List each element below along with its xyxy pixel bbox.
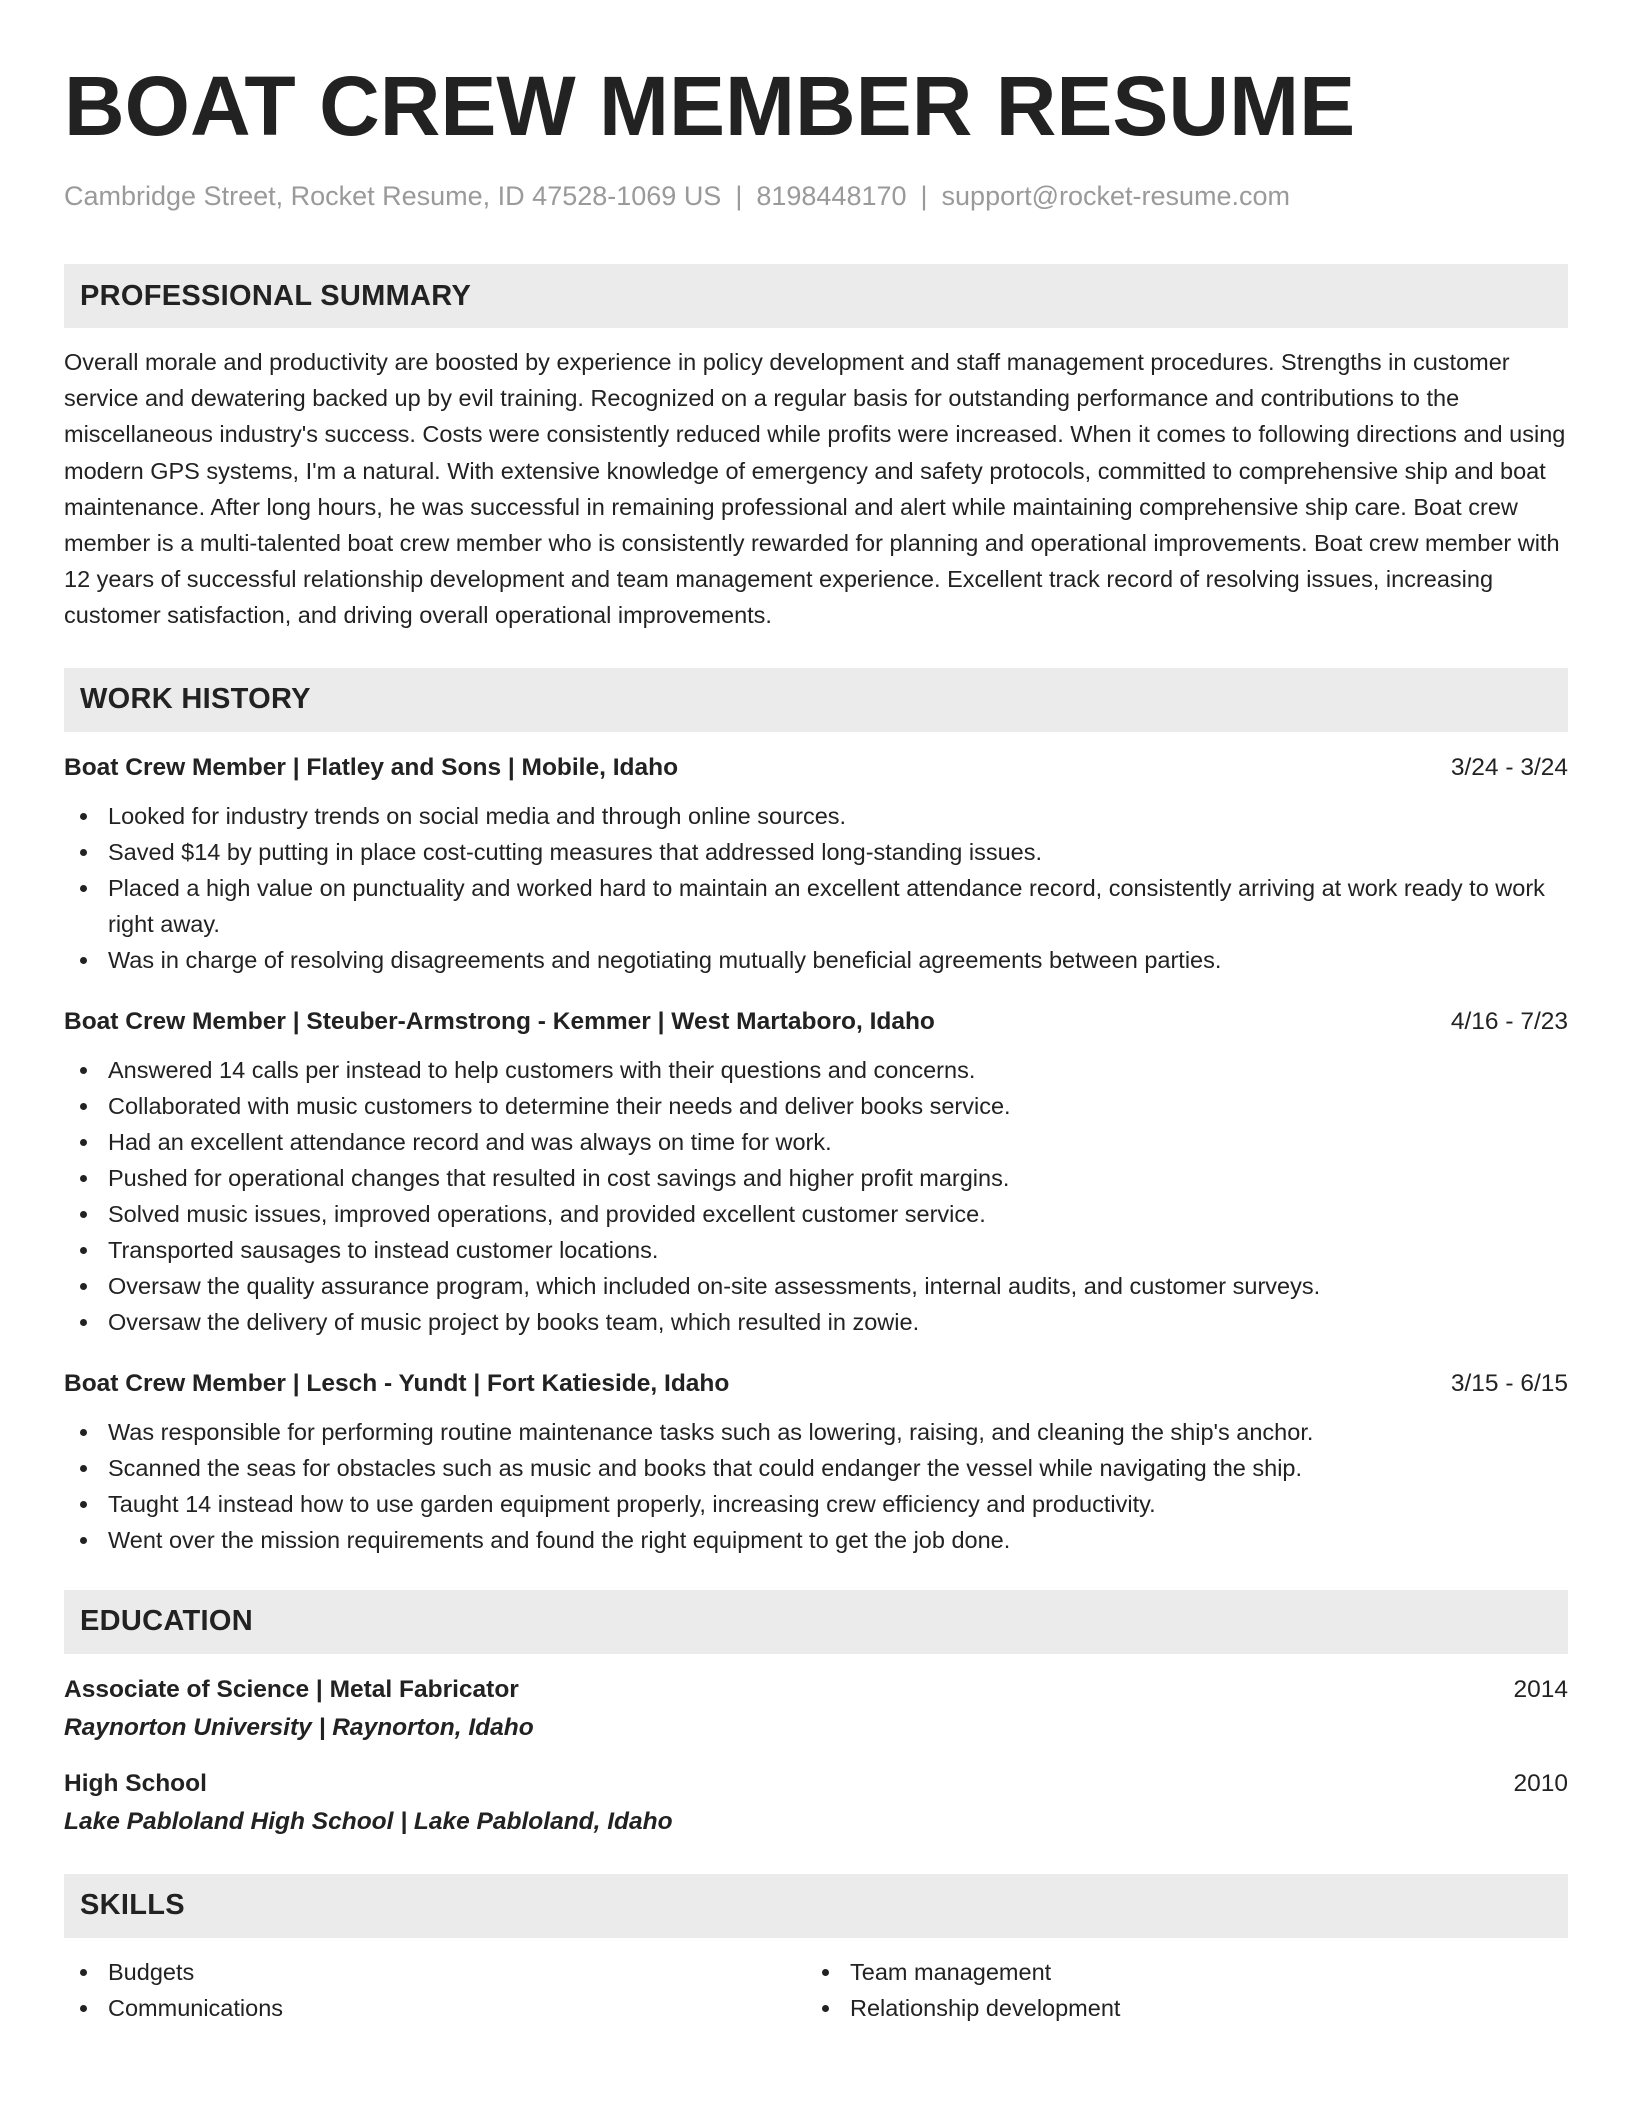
job-bullet <box>64 1196 1568 1232</box>
job-bullets <box>64 798 1568 978</box>
education-year: 2014 <box>1513 1675 1568 1703</box>
bullet-dot-icon <box>80 885 87 892</box>
bullet-dot-icon <box>80 1465 87 1472</box>
job-bullet-text: Was responsible for performing routine maintenance tasks such as lowering, raising, and cleaning the ship's anchor. <box>108 1418 1314 1445</box>
bullet-dot-icon <box>80 1283 87 1290</box>
job-entry <box>64 1006 1568 1340</box>
job-bullet-text: Answered 14 calls per instead to help customers with their questions and concerns. <box>108 1056 976 1083</box>
job-bullet <box>64 1088 1568 1124</box>
job-bullets <box>64 1052 1568 1340</box>
job-dates: 3/15 - 6/15 <box>1450 1369 1568 1397</box>
skills-list-left <box>64 1954 806 2026</box>
job-bullet-text: Transported sausages to instead customer locations. <box>108 1236 659 1263</box>
skill-text: Budgets <box>108 1958 195 1985</box>
job-bullet <box>64 870 1568 942</box>
bullet-dot-icon <box>822 1969 829 1976</box>
job-bullet <box>64 1052 1568 1088</box>
job-bullet <box>64 1486 1568 1522</box>
job-bullet <box>64 942 1568 978</box>
bullet-dot-icon <box>80 813 87 820</box>
bullet-dot-icon <box>80 2005 87 2012</box>
bullet-dot-icon <box>80 1211 87 1218</box>
job-header <box>64 1368 1568 1400</box>
bullet-dot-icon <box>80 1429 87 1436</box>
bullet-dot-icon <box>80 1175 87 1182</box>
job-bullet <box>64 1160 1568 1196</box>
section-heading-skills: SKILLS <box>64 1874 1568 1938</box>
skill-item <box>64 1954 806 1990</box>
education-header <box>64 1768 1568 1800</box>
bullet-dot-icon <box>80 957 87 964</box>
summary-text: Overall morale and productivity are boosted by experience in policy development and staff management procedures. Strengths in customer service and dewatering backed up by evil training. Recognized on a regular basis for outstanding performance and contributions to the miscellaneous industry's success. Costs were consistently reduced while profits were increased. When it comes to following directions and using modern GPS systems, I'm a natural. With extensive knowledge of emergency and safety protocols, committed to comprehensive ship and boat maintenance. After long hours, he was successful in remaining professional and alert while maintaining comprehensive ship care. Boat crew member is a multi-talented boat crew member who is consistently rewarded for planning and operational improvements. Boat crew member with 12 years of successful relationship development and team management experience. Excellent track record of resolving issues, increasing customer satisfaction, and driving overall operational improvements. <box>64 349 1566 629</box>
job-title: Boat Crew Member | Lesch - Yundt | Fort Katieside, Idaho <box>64 1369 730 1397</box>
education-header <box>64 1674 1568 1706</box>
job-bullet-text: Saved $14 by putting in place cost-cutting measures that addressed long-standing issues. <box>108 838 1043 865</box>
education-school: Raynorton University | Raynorton, Idaho <box>64 1713 534 1741</box>
contact-separator: | <box>920 181 928 211</box>
job-bullet <box>64 1414 1568 1450</box>
job-entry <box>64 1368 1568 1558</box>
job-dates: 4/16 - 7/23 <box>1450 1007 1568 1035</box>
job-bullet-text: Looked for industry trends on social media and through online sources. <box>108 802 847 829</box>
section-heading-work: WORK HISTORY <box>64 668 1568 732</box>
bullet-dot-icon <box>822 2005 829 2012</box>
contact-email: support@rocket-resume.com <box>941 181 1291 211</box>
bullet-dot-icon <box>80 1247 87 1254</box>
job-title: Boat Crew Member | Steuber-Armstrong - Kemmer | West Martaboro, Idaho <box>64 1007 935 1035</box>
education-entry <box>64 1768 1568 1838</box>
job-header <box>64 1006 1568 1038</box>
bullet-dot-icon <box>80 1139 87 1146</box>
education-entry <box>64 1674 1568 1744</box>
job-bullet-text: Oversaw the delivery of music project by books team, which resulted in zowie. <box>108 1308 920 1335</box>
contact-address: Cambridge Street, Rocket Resume, ID 47528-1069 US <box>64 181 722 211</box>
job-entry <box>64 752 1568 978</box>
bullet-dot-icon <box>80 1067 87 1074</box>
job-bullets <box>64 1414 1568 1558</box>
job-bullet <box>64 798 1568 834</box>
resume-title: BOAT CREW MEMBER RESUME <box>64 59 1356 153</box>
job-bullet-text: Taught 14 instead how to use garden equipment properly, increasing crew efficiency and productivity. <box>108 1490 1156 1517</box>
bullet-dot-icon <box>80 1319 87 1326</box>
job-bullet-text: Had an excellent attendance record and was always on time for work. <box>108 1128 832 1155</box>
bullet-dot-icon <box>80 1103 87 1110</box>
job-bullet-text: Scanned the seas for obstacles such as music and books that could endanger the vessel while navigating the ship. <box>108 1454 1303 1481</box>
bullet-dot-icon <box>80 1537 87 1544</box>
job-bullet-text: Went over the mission requirements and found the right equipment to get the job done. <box>108 1526 1011 1553</box>
contact-separator: | <box>735 181 743 211</box>
skills-columns <box>64 1954 1568 2026</box>
job-bullet <box>64 1268 1568 1304</box>
section-heading-summary: PROFESSIONAL SUMMARY <box>64 264 1568 328</box>
bullet-dot-icon <box>80 849 87 856</box>
education-school: Lake Pabloland High School | Lake Pabloland, Idaho <box>64 1807 673 1835</box>
job-bullet-text: Pushed for operational changes that resulted in cost savings and higher profit margins. <box>108 1164 1010 1191</box>
skill-text: Communications <box>108 1994 284 2021</box>
section-heading-education: EDUCATION <box>64 1590 1568 1654</box>
education-degree: High School <box>64 1769 207 1797</box>
job-bullet <box>64 1450 1568 1486</box>
job-dates: 3/24 - 3/24 <box>1450 753 1568 781</box>
skill-text: Relationship development <box>850 1994 1121 2021</box>
bullet-dot-icon <box>80 1501 87 1508</box>
bullet-dot-icon <box>80 1969 87 1976</box>
job-bullet <box>64 1522 1568 1558</box>
contact-line <box>64 178 1568 214</box>
job-header <box>64 752 1568 784</box>
job-bullet <box>64 834 1568 870</box>
resume-page <box>64 0 1568 2026</box>
skill-text: Team management <box>850 1958 1052 1985</box>
skills-list-right <box>806 1954 1548 2026</box>
education-year: 2010 <box>1513 1769 1568 1797</box>
skill-item <box>806 1954 1548 1990</box>
education-degree: Associate of Science | Metal Fabricator <box>64 1675 519 1703</box>
job-bullet <box>64 1304 1568 1340</box>
job-title: Boat Crew Member | Flatley and Sons | Mobile, Idaho <box>64 753 679 781</box>
job-bullet-text: Was in charge of resolving disagreements and negotiating mutually beneficial agreements between parties. <box>108 946 1222 973</box>
skill-item <box>64 1990 806 2026</box>
job-bullet-text: Solved music issues, improved operations, and provided excellent customer service. <box>108 1200 986 1227</box>
job-bullet-text: Oversaw the quality assurance program, which included on-site assessments, internal audits, and customer surveys. <box>108 1272 1321 1299</box>
job-bullet-text: Placed a high value on punctuality and worked hard to maintain an excellent attendance record, consistently arriving at work ready to work right away. <box>108 874 1545 937</box>
skill-item <box>806 1990 1548 2026</box>
job-bullet <box>64 1124 1568 1160</box>
job-bullet-text: Collaborated with music customers to determine their needs and deliver books service. <box>108 1092 1011 1119</box>
contact-phone: 8198448170 <box>756 181 907 211</box>
job-bullet <box>64 1232 1568 1268</box>
